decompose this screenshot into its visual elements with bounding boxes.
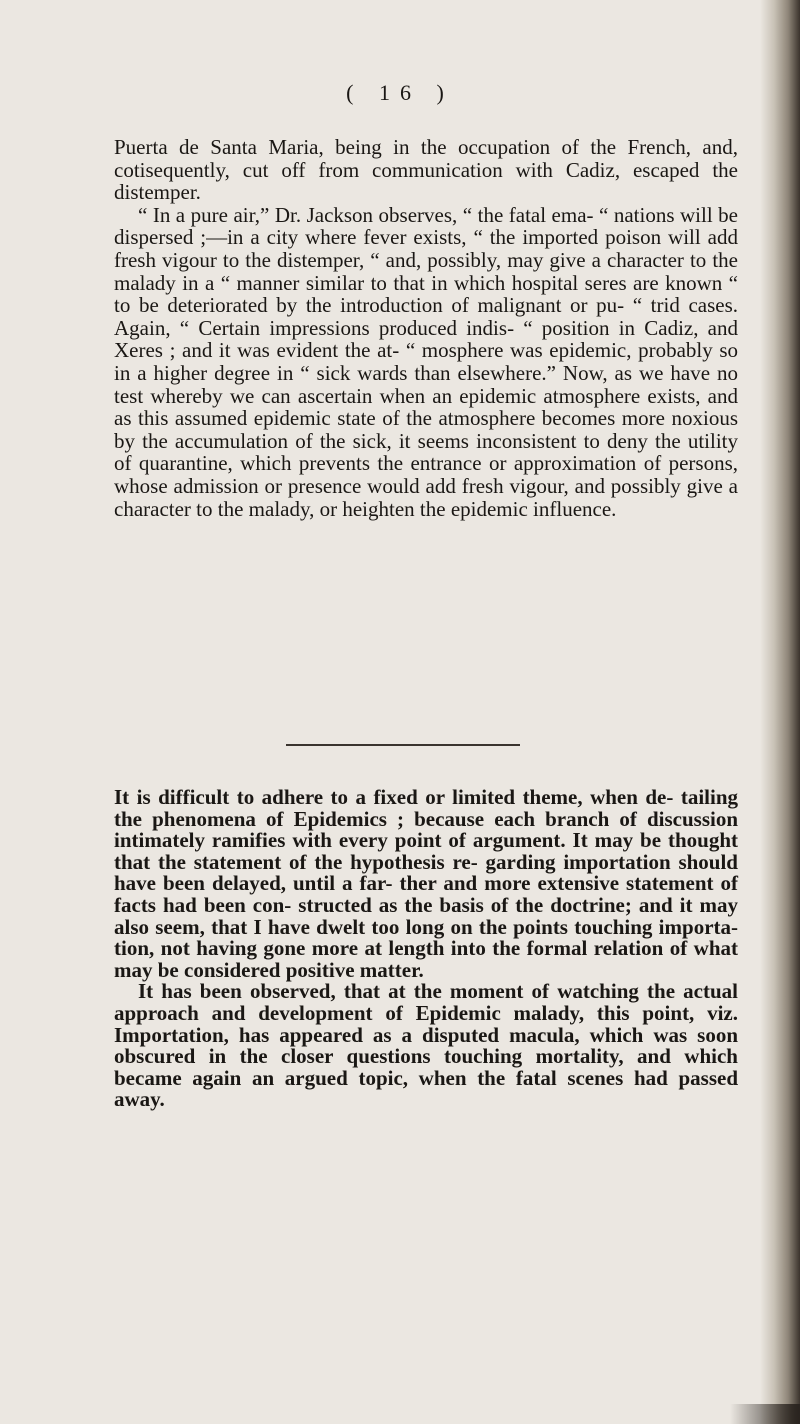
section-quarantine-argument <box>114 136 738 520</box>
book-spine-shadow <box>760 0 800 1424</box>
section-epidemics-theme <box>114 787 738 1111</box>
paragraph-puerta: Puerta de Santa Maria, being in the occupation of the French, and, cotisequently, cut off from communication with Cadiz, escaped the distemper. <box>114 135 738 205</box>
paragraph-importation-macula: It has been observed, that at the moment of watching the actual approach and development of Epidemic malady, this point, viz. Importation, has appeared as a disputed macula, which was soon obscured in the closer questions touching mortality, and which became again an argued topic, when the fatal scenes had passed away. <box>114 979 738 1112</box>
book-spine-corner <box>730 1404 800 1424</box>
page-number: ( 16 ) <box>346 80 454 105</box>
paragraph-difficult-theme: It is difficult to adhere to a fixed or limited theme, when de- tailing the phenomena of Epidemics ; because each branch of discussion intimately ramifies with every point of argument. It may be thought that the statement of the hypothesis re- garding importation should have been delayed, until a far- ther and more extensive statement of facts had been con- structed as the basis of the doctrine; and it may also seem, that I have dwelt too long on the points touching importa- tion, not having gone more at length into the formal relation of what may be considered positive matter. <box>114 785 738 982</box>
section-divider <box>286 744 520 746</box>
paragraph-jackson-quote: “ In a pure air,” Dr. Jackson observes, “ the fatal ema- “ nations will be dispersed ;—in a city where fever exists, “ the imported poison will add fresh vigour to the distemper, “ and, possibly, may give a character to the malady in a “ manner similar to that in which hospital seres are known “ to be deteriorated by the introduction of malignant or pu- “ trid cases. Again, “ Certain impressions produced indis- “ position in Cadiz, and Xeres ; and it was evident the at- “ mosphere was epidemic, probably so in a higher degree in “ sick wards than elsewhere.” Now, as we have no test whereby we can ascertain when an epidemic atmosphere exists, and as this assumed epidemic state of the atmosphere becomes more noxious by the accumulation of the sick, it seems inconsistent to deny the utility of quarantine, which prevents the entrance or approximation of persons, whose admission or presence would add fresh vigour, and possibly give a character to the malady, or heighten the epidemic influence. <box>114 202 738 521</box>
